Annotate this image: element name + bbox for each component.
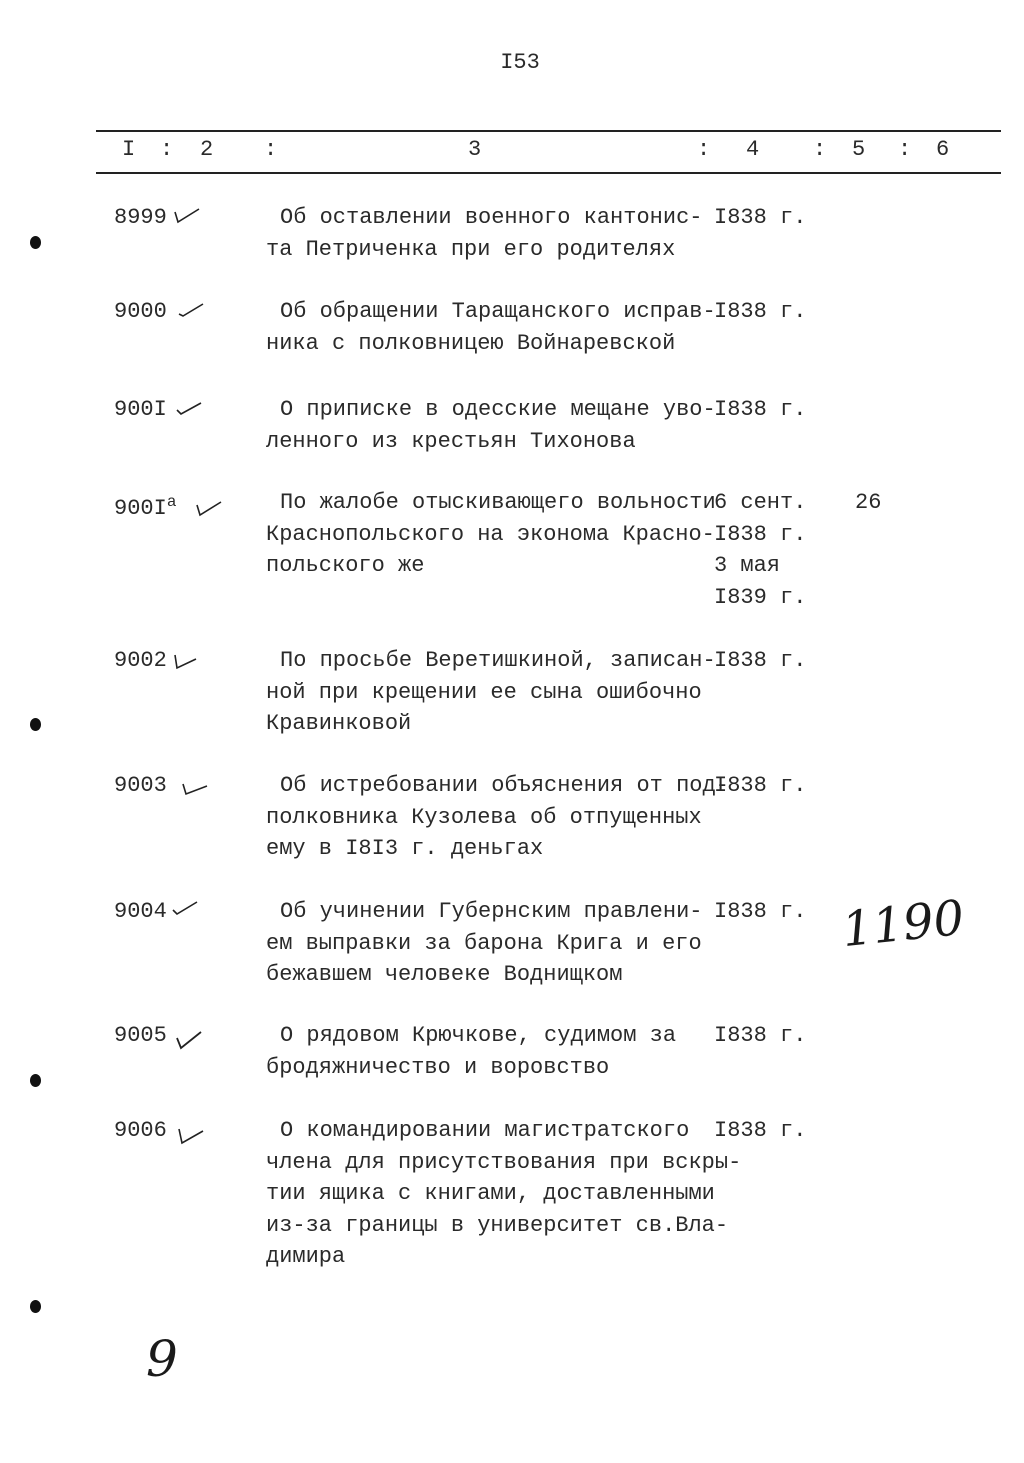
checkmark-icon bbox=[194, 499, 224, 519]
description-line: Об оставлении военного кантонис- bbox=[280, 205, 703, 230]
entry-date bbox=[714, 1020, 806, 1052]
description-line: По жалобе отыскивающего вольности bbox=[280, 490, 716, 515]
checkmark-icon bbox=[180, 778, 210, 798]
entry-number: 9000 bbox=[114, 299, 167, 324]
entry-number: 9002 bbox=[114, 648, 167, 673]
description-line: ника с полковницею Войнаревской bbox=[266, 330, 676, 356]
checkmark-icon bbox=[174, 398, 204, 418]
date-line: 3 мая bbox=[714, 553, 781, 578]
description-line: Кравинковой bbox=[266, 711, 412, 736]
punch-hole bbox=[30, 718, 41, 731]
page-number: I53 bbox=[500, 50, 540, 75]
description-line: О рядовом Крючкове, судимом за bbox=[280, 1023, 677, 1048]
date-line: I838 г. bbox=[714, 397, 807, 422]
header-separator: : bbox=[898, 137, 912, 162]
handwritten-bottom-note: 9 bbox=[146, 1330, 178, 1388]
date-line: I838 г. bbox=[714, 205, 807, 230]
description-line: ленного из крестьян Тихонова bbox=[266, 428, 636, 454]
entry-description bbox=[266, 1115, 742, 1273]
entry-number: 8999 bbox=[114, 205, 167, 230]
punch-hole bbox=[30, 236, 41, 249]
entry-description bbox=[266, 487, 716, 582]
handwritten-margin-note: 1190 bbox=[839, 889, 967, 959]
entry-number: 9006 bbox=[114, 1118, 167, 1143]
entry-number: 9005 bbox=[114, 1023, 167, 1048]
entry-date bbox=[714, 770, 806, 802]
entry-date bbox=[714, 296, 806, 328]
header-col-5: 5 bbox=[852, 137, 866, 162]
entry-date bbox=[714, 896, 806, 928]
checkmark-icon bbox=[172, 206, 202, 226]
date-line: I838 г. bbox=[714, 521, 807, 547]
header-rule-bottom bbox=[96, 172, 1001, 174]
description-line: из-за границы в университет св.Вла- bbox=[266, 1212, 729, 1238]
description-line: тии ящика с книгами, доставленными bbox=[266, 1181, 715, 1206]
description-line: ем выправки за барона Крига и его bbox=[266, 930, 702, 956]
description-line: бродяжничество и воровство bbox=[266, 1054, 610, 1080]
description-line: По просьбе Веретишкиной, записан- bbox=[280, 648, 716, 673]
header-col-2: 2 bbox=[200, 137, 214, 162]
entry-number-suffix: а bbox=[166, 493, 177, 511]
date-line: I839 г. bbox=[714, 584, 807, 610]
header-separator: : bbox=[160, 137, 174, 162]
entry-description bbox=[266, 296, 716, 359]
date-line: I838 г. bbox=[714, 299, 807, 324]
entry-number bbox=[114, 487, 176, 524]
date-line: I838 г. bbox=[714, 899, 807, 924]
description-line: Об истребовании объяснения от под- bbox=[280, 773, 729, 798]
entry-date bbox=[714, 202, 806, 234]
checkmark-icon bbox=[172, 651, 202, 671]
checkmark-icon bbox=[176, 1125, 206, 1145]
header-col-4: 4 bbox=[746, 137, 760, 162]
description-line: бежавшем человеке Воднищком bbox=[266, 962, 623, 987]
entry-description bbox=[266, 896, 716, 991]
entry-date bbox=[714, 394, 806, 426]
description-line: Об учинении Губернским правлени- bbox=[280, 899, 703, 924]
entry-number: 900I bbox=[114, 397, 167, 422]
punch-hole bbox=[30, 1074, 41, 1087]
entry-description bbox=[266, 394, 716, 457]
entry-description bbox=[266, 202, 716, 265]
entry-description bbox=[266, 645, 716, 740]
header-rule-top bbox=[96, 130, 1001, 132]
date-line: 6 сент. bbox=[714, 490, 807, 515]
entry-description bbox=[266, 1020, 716, 1083]
entry-date bbox=[714, 1115, 806, 1147]
description-line: полковника Кузолева об отпущенных bbox=[266, 804, 702, 830]
header-col-3: 3 bbox=[468, 137, 482, 162]
description-line: та Петриченка при его родителях bbox=[266, 236, 676, 262]
description-line: ему в I8I3 г. деньгах bbox=[266, 836, 544, 861]
description-line: О командировании магистратского bbox=[280, 1118, 690, 1143]
date-line: I838 г. bbox=[714, 648, 807, 673]
checkmark-icon bbox=[170, 898, 200, 918]
entry-date bbox=[714, 487, 806, 613]
header-separator: : bbox=[264, 137, 278, 162]
date-line: I838 г. bbox=[714, 1118, 807, 1143]
entry-number-main: 900I bbox=[114, 496, 167, 521]
checkmark-icon bbox=[174, 1030, 204, 1050]
description-line: О приписке в одесские мещане уво- bbox=[280, 397, 716, 422]
entry-number: 9004 bbox=[114, 899, 167, 924]
description-line: члена для присутствования при вскры- bbox=[266, 1149, 742, 1175]
entry-description bbox=[266, 770, 729, 865]
entry-number: 9003 bbox=[114, 773, 167, 798]
checkmark-icon bbox=[176, 300, 206, 320]
date-line: I838 г. bbox=[714, 773, 807, 798]
entry-date bbox=[714, 645, 806, 677]
header-separator: : bbox=[813, 137, 827, 162]
header-col-1: I bbox=[122, 137, 136, 162]
header-separator: : bbox=[697, 137, 711, 162]
entry-col6: 26 bbox=[855, 490, 882, 515]
description-line: ной при крещении ее сына ошибочно bbox=[266, 679, 702, 705]
description-line: польского же bbox=[266, 553, 425, 578]
header-col-6: 6 bbox=[936, 137, 950, 162]
punch-hole bbox=[30, 1300, 41, 1313]
description-line: димира bbox=[266, 1244, 346, 1269]
description-line: Краснопольского на эконома Красно- bbox=[266, 521, 715, 547]
description-line: Об обращении Таращанского исправ- bbox=[280, 299, 716, 324]
date-line: I838 г. bbox=[714, 1023, 807, 1048]
